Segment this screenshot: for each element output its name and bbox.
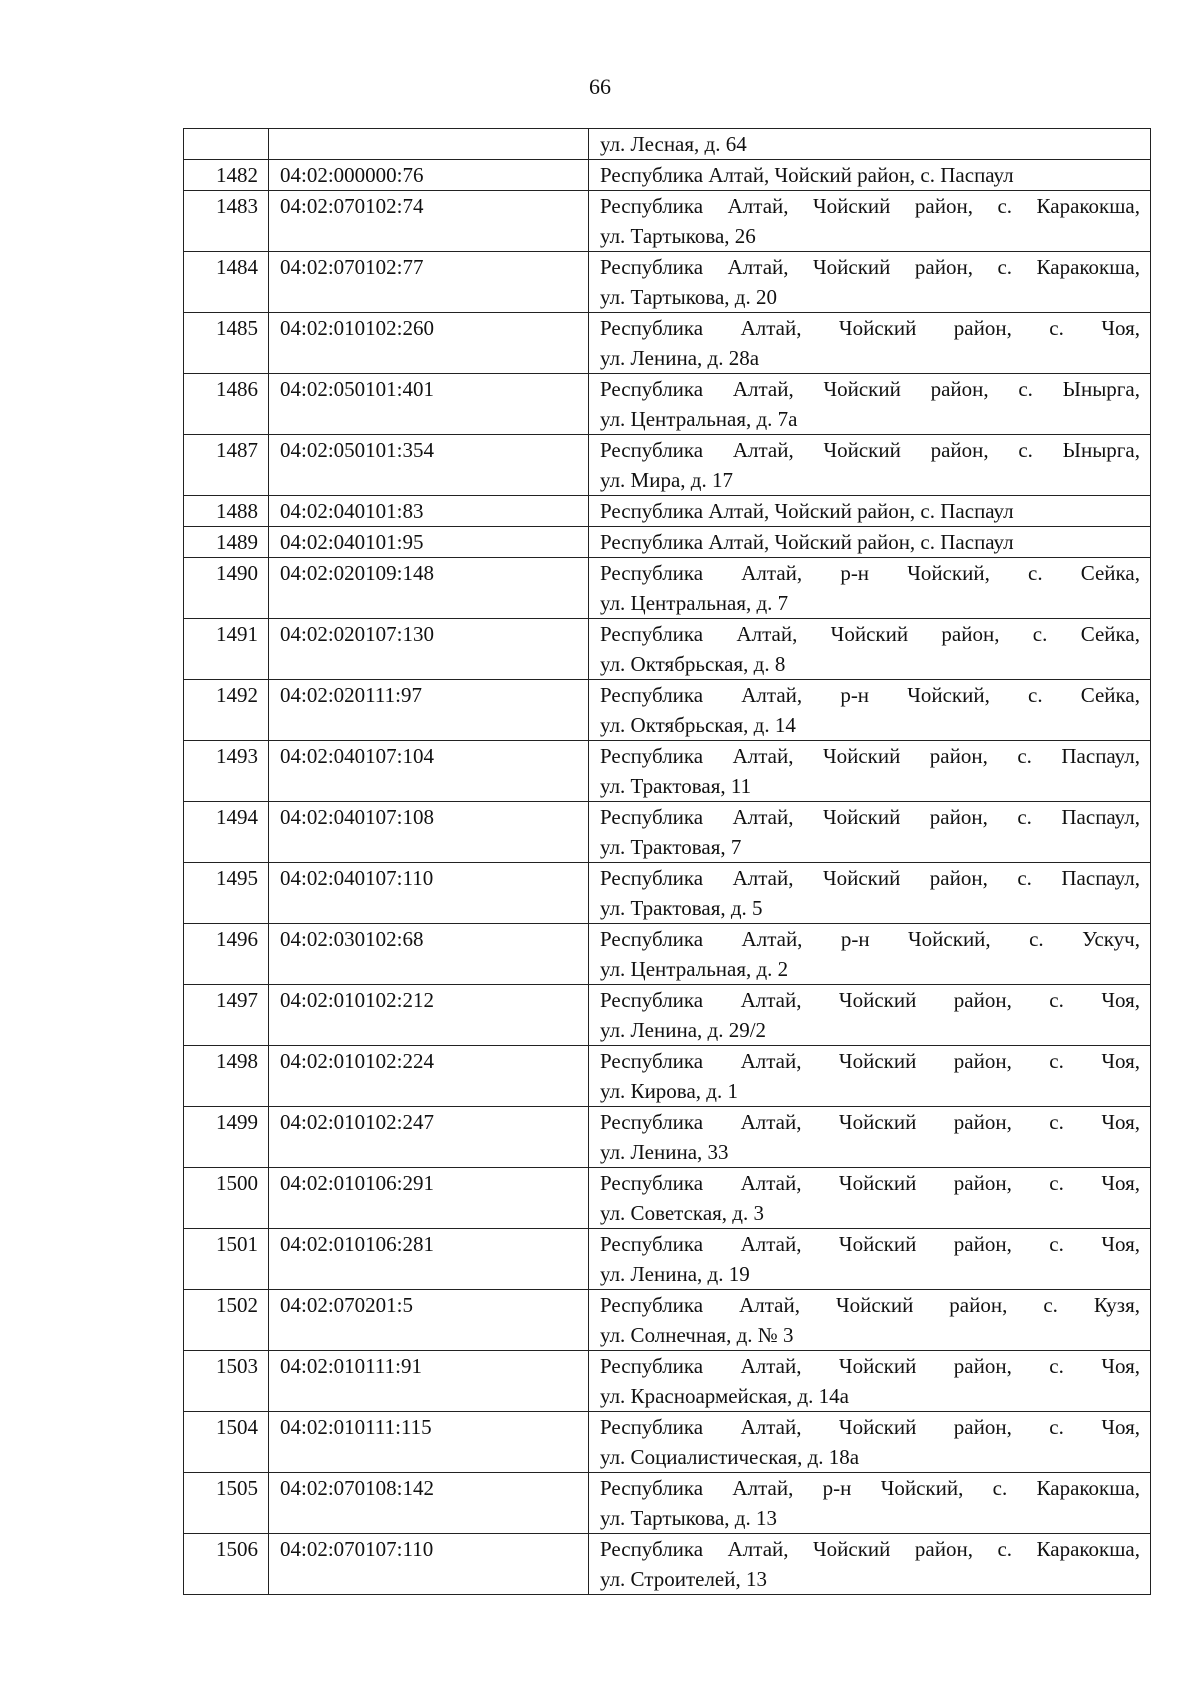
row-number: 1494 [184, 802, 269, 863]
address-line: Республика Алтай, Чойский район, с. Каракокша, [600, 194, 1140, 218]
cadastral-number: 04:02:050101:401 [269, 374, 589, 435]
cadastral-number: 04:02:020111:97 [269, 680, 589, 741]
address-line: Республика Алтай, Чойский район, с. Ынырга, [600, 438, 1140, 462]
address-cell [589, 1351, 1151, 1412]
address-cell [589, 435, 1151, 496]
address-line: Республика Алтай, Чойский район, с. Паспаул [600, 499, 1014, 523]
cadastral-number: 04:02:050101:354 [269, 435, 589, 496]
cadastral-number: 04:02:040101:95 [269, 527, 589, 558]
address-line: ул. Центральная, д. 7а [600, 407, 798, 431]
cadastral-number: 04:02:040107:110 [269, 863, 589, 924]
address-line: ул. Ленина, д. 28а [600, 346, 760, 370]
address-cell [589, 1168, 1151, 1229]
address-cell [589, 527, 1151, 558]
cadastral-number: 04:02:020107:130 [269, 619, 589, 680]
row-number [184, 129, 269, 160]
cadastral-number: 04:02:010102:260 [269, 313, 589, 374]
row-number: 1505 [184, 1473, 269, 1534]
table-row [184, 496, 1151, 527]
table-row [184, 619, 1151, 680]
address-line: Республика Алтай, Чойский район, с. Каракокша, [600, 255, 1140, 279]
address-cell [589, 1534, 1151, 1595]
table-row [184, 1534, 1151, 1595]
table-row [184, 1229, 1151, 1290]
address-cell [589, 741, 1151, 802]
row-number: 1486 [184, 374, 269, 435]
address-cell [589, 374, 1151, 435]
table-row [184, 802, 1151, 863]
cadastral-number: 04:02:070102:77 [269, 252, 589, 313]
row-number: 1498 [184, 1046, 269, 1107]
address-line: ул. Советская, д. 3 [600, 1201, 764, 1225]
address-line: Республика Алтай, Чойский район, с. Кузя, [600, 1293, 1140, 1317]
table-row [184, 1168, 1151, 1229]
table-row [184, 527, 1151, 558]
address-line: Республика Алтай, Чойский район, с. Ынырга, [600, 377, 1140, 401]
row-number: 1482 [184, 160, 269, 191]
address-line: ул. Октябрьская, д. 14 [600, 713, 796, 737]
cadastral-number: 04:02:070107:110 [269, 1534, 589, 1595]
table-body [184, 129, 1151, 1595]
row-number: 1490 [184, 558, 269, 619]
address-line: Республика Алтай, Чойский район, с. Паспаул, [600, 866, 1140, 890]
row-number: 1502 [184, 1290, 269, 1351]
address-line: ул. Тартыкова, д. 20 [600, 285, 777, 309]
table-row [184, 985, 1151, 1046]
address-line: Республика Алтай, Чойский район, с. Чоя, [600, 1232, 1140, 1256]
cadastral-number: 04:02:010102:212 [269, 985, 589, 1046]
cadastral-number: 04:02:040107:104 [269, 741, 589, 802]
address-line: ул. Трактовая, 7 [600, 835, 742, 859]
address-line: ул. Центральная, д. 2 [600, 957, 789, 981]
address-line: ул. Трактовая, д. 5 [600, 896, 763, 920]
address-line: ул. Ленина, д. 19 [600, 1262, 750, 1286]
address-line: ул. Тартыкова, 26 [600, 224, 756, 248]
table-row [184, 1107, 1151, 1168]
address-cell [589, 129, 1151, 160]
row-number: 1503 [184, 1351, 269, 1412]
address-line: ул. Лесная, д. 64 [600, 132, 747, 156]
table-row [184, 374, 1151, 435]
table-row [184, 1412, 1151, 1473]
address-line: ул. Солнечная, д. № 3 [600, 1323, 794, 1347]
address-cell [589, 985, 1151, 1046]
address-cell [589, 496, 1151, 527]
table-row [184, 1046, 1151, 1107]
row-number: 1496 [184, 924, 269, 985]
row-number: 1506 [184, 1534, 269, 1595]
address-cell [589, 1046, 1151, 1107]
address-cell [589, 802, 1151, 863]
row-number: 1499 [184, 1107, 269, 1168]
address-line: Республика Алтай, Чойский район, с. Сейка, [600, 622, 1140, 646]
table-row [184, 741, 1151, 802]
address-cell [589, 1229, 1151, 1290]
address-line: Республика Алтай, Чойский район, с. Чоя, [600, 1354, 1140, 1378]
row-number: 1491 [184, 619, 269, 680]
address-line: Республика Алтай, Чойский район, с. Чоя, [600, 1415, 1140, 1439]
row-number: 1500 [184, 1168, 269, 1229]
address-cell [589, 1290, 1151, 1351]
address-cell [589, 252, 1151, 313]
address-line: Республика Алтай, Чойский район, с. Паспаул, [600, 805, 1140, 829]
cadastral-number: 04:02:010106:291 [269, 1168, 589, 1229]
row-number: 1489 [184, 527, 269, 558]
address-cell [589, 680, 1151, 741]
cadastral-number: 04:02:040107:108 [269, 802, 589, 863]
row-number: 1495 [184, 863, 269, 924]
cadastral-number: 04:02:010102:247 [269, 1107, 589, 1168]
address-cell [589, 160, 1151, 191]
address-line: Республика Алтай, р-н Чойский, с. Каракокша, [600, 1476, 1140, 1500]
address-line: ул. Строителей, 13 [600, 1567, 767, 1591]
cadastral-number: 04:02:070102:74 [269, 191, 589, 252]
table-row [184, 924, 1151, 985]
address-line: ул. Трактовая, 11 [600, 774, 752, 798]
address-line: Республика Алтай, р-н Чойский, с. Сейка, [600, 561, 1140, 585]
row-number: 1483 [184, 191, 269, 252]
address-line: ул. Ленина, д. 29/2 [600, 1018, 767, 1042]
address-line: Республика Алтай, Чойский район, с. Паспаул [600, 163, 1014, 187]
cadastral-table [183, 128, 1151, 1595]
address-line: ул. Тартыкова, д. 13 [600, 1506, 777, 1530]
row-number: 1493 [184, 741, 269, 802]
address-line: Республика Алтай, Чойский район, с. Чоя, [600, 316, 1140, 340]
cadastral-number: 04:02:010106:281 [269, 1229, 589, 1290]
address-line: ул. Кирова, д. 1 [600, 1079, 738, 1103]
address-line: Республика Алтай, Чойский район, с. Чоя, [600, 1110, 1140, 1134]
address-line: Республика Алтай, р-н Чойский, с. Сейка, [600, 683, 1140, 707]
table-row [184, 435, 1151, 496]
table-row [184, 191, 1151, 252]
address-cell [589, 191, 1151, 252]
cadastral-number: 04:02:040101:83 [269, 496, 589, 527]
cadastral-number: 04:02:010111:115 [269, 1412, 589, 1473]
address-line: Республика Алтай, Чойский район, с. Чоя, [600, 1049, 1140, 1073]
table-row [184, 680, 1151, 741]
address-cell [589, 558, 1151, 619]
row-number: 1484 [184, 252, 269, 313]
address-line: Республика Алтай, Чойский район, с. Каракокша, [600, 1537, 1140, 1561]
row-number: 1504 [184, 1412, 269, 1473]
address-cell [589, 1107, 1151, 1168]
address-cell [589, 1473, 1151, 1534]
table-row [184, 1473, 1151, 1534]
address-line: ул. Ленина, 33 [600, 1140, 729, 1164]
table-row [184, 129, 1151, 160]
address-line: Республика Алтай, Чойский район, с. Чоя, [600, 988, 1140, 1012]
row-number: 1497 [184, 985, 269, 1046]
address-cell [589, 313, 1151, 374]
row-number: 1492 [184, 680, 269, 741]
cadastral-number [269, 129, 589, 160]
page-number: 66 [589, 74, 611, 99]
table-row [184, 1351, 1151, 1412]
table-row [184, 558, 1151, 619]
row-number: 1488 [184, 496, 269, 527]
row-number: 1487 [184, 435, 269, 496]
table-row [184, 160, 1151, 191]
cadastral-number: 04:02:030102:68 [269, 924, 589, 985]
address-line: Республика Алтай, Чойский район, с. Паспаул [600, 530, 1014, 554]
address-line: ул. Социалистическая, д. 18а [600, 1445, 860, 1469]
table-row [184, 1290, 1151, 1351]
address-line: Республика Алтай, Чойский район, с. Паспаул, [600, 744, 1140, 768]
row-number: 1485 [184, 313, 269, 374]
address-cell [589, 924, 1151, 985]
address-cell [589, 1412, 1151, 1473]
address-line: ул. Красноармейская, д. 14а [600, 1384, 849, 1408]
address-line: Республика Алтай, Чойский район, с. Чоя, [600, 1171, 1140, 1195]
address-line: ул. Октябрьская, д. 8 [600, 652, 786, 676]
cadastral-number: 04:02:020109:148 [269, 558, 589, 619]
table-row [184, 863, 1151, 924]
address-line: ул. Мира, д. 17 [600, 468, 733, 492]
cadastral-number: 04:02:000000:76 [269, 160, 589, 191]
address-line: ул. Центральная, д. 7 [600, 591, 789, 615]
address-line: Республика Алтай, р-н Чойский, с. Ускуч, [600, 927, 1140, 951]
row-number: 1501 [184, 1229, 269, 1290]
address-cell [589, 619, 1151, 680]
cadastral-number: 04:02:070108:142 [269, 1473, 589, 1534]
address-cell [589, 863, 1151, 924]
table-row [184, 252, 1151, 313]
cadastral-number: 04:02:070201:5 [269, 1290, 589, 1351]
cadastral-number: 04:02:010111:91 [269, 1351, 589, 1412]
cadastral-number: 04:02:010102:224 [269, 1046, 589, 1107]
table-row [184, 313, 1151, 374]
